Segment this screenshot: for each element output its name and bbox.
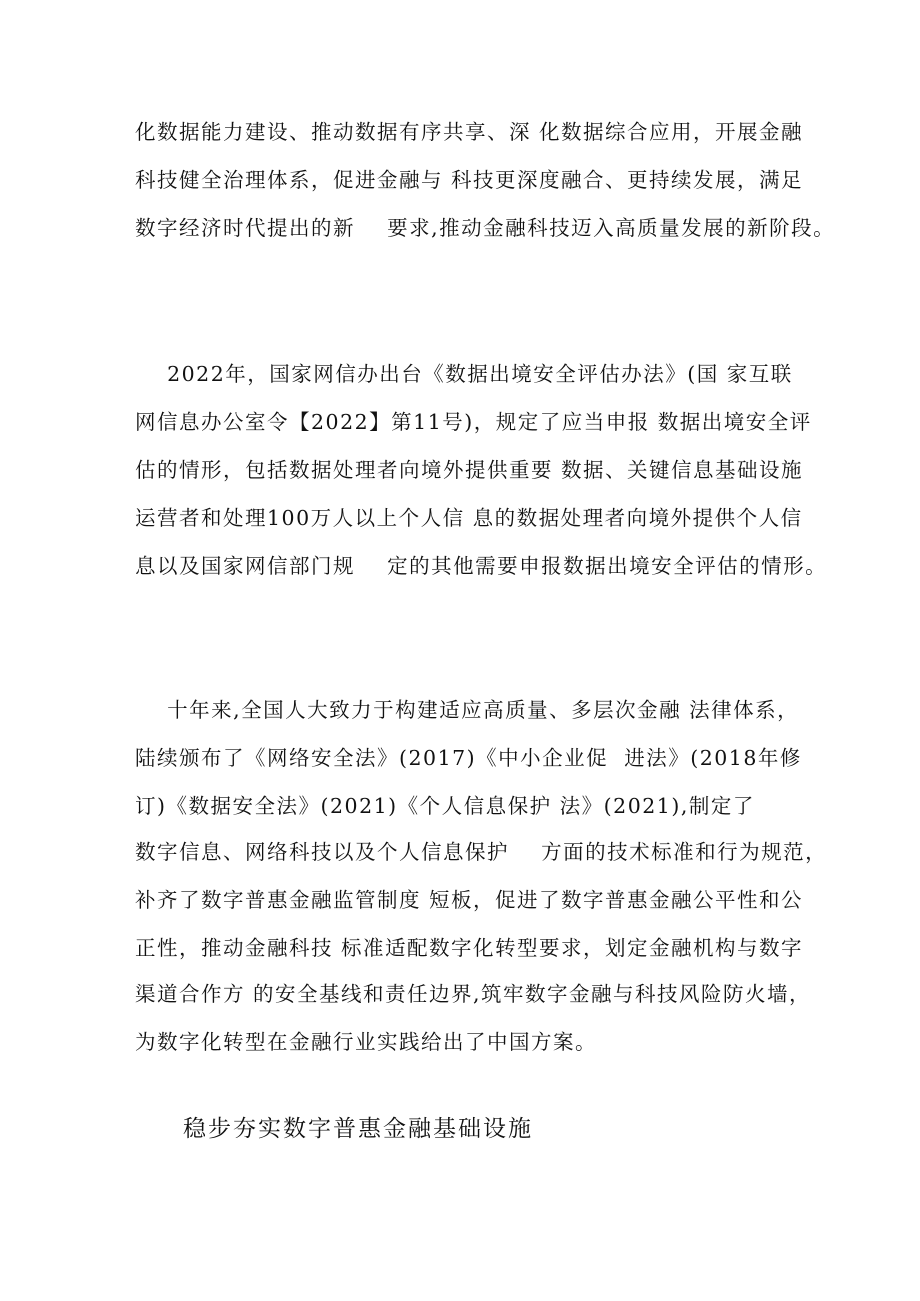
paragraph-3-line-5: 补齐了数字普惠金融监管制度 短板，促进了数字普惠金融公平性和公 <box>135 888 804 912</box>
paragraph-3-line-6: 正性，推动金融科技 标准适配数字化转型要求，划定金融机构与数字 <box>135 936 804 960</box>
paragraph-3-line-2: 陆续颁布了《网络安全法》(2017)《中小企业促 进法》(2018年修 <box>135 746 802 770</box>
paragraph-2-line-2: 网信息办公室令【2022】第11号)，规定了应当申报 数据出境安全评 <box>135 410 812 434</box>
paragraph-3-line-7: 渠道合作方 的安全基线和责任边界,筑牢数字金融与科技风险防火墙， <box>135 982 812 1006</box>
paragraph-1-line-1: 化数据能力建设、推动数据有序共享、深 化数据综合应用，开展金融 <box>135 120 804 144</box>
paragraph-1-line-2: 科技健全治理体系，促进金融与 科技更深度融合、更持续发展，满足 <box>135 168 804 192</box>
paragraph-3-line-1: 十年来,全国人大致力于构建适应高质量、多层次金融 法律体系， <box>135 698 800 722</box>
paragraph-3-line-4: 数字信息、网络科技以及个人信息保护 方面的技术标准和行为规范， <box>135 840 828 864</box>
paragraph-2-line-3: 估的情形，包括数据处理者向境外提供重要 数据、关键信息基础设施 <box>135 458 804 482</box>
paragraph-1-line-3: 数字经济时代提出的新 要求,推动金融科技迈入高质量发展的新阶段。 <box>135 216 836 240</box>
paragraph-2-line-1: 2022年，国家网信办出台《数据出境安全评估办法》(国 家互联 <box>135 362 793 386</box>
paragraph-2-line-5: 息以及国家网信部门规 定的其他需要申报数据出境安全评估的情形。 <box>135 554 828 578</box>
section-heading: 稳步夯实数字普惠金融基础设施 <box>183 1116 533 1142</box>
paragraph-3-line-3: 订)《数据安全法》(2021)《个人信息保护 法》(2021),制定了 <box>135 794 755 818</box>
paragraph-2-line-4: 运营者和处理100万人以上个人信 息的数据处理者向境外提供个人信 <box>135 506 803 530</box>
paragraph-3-line-8: 为数字化转型在金融行业实践给出了中国方案。 <box>135 1030 597 1054</box>
